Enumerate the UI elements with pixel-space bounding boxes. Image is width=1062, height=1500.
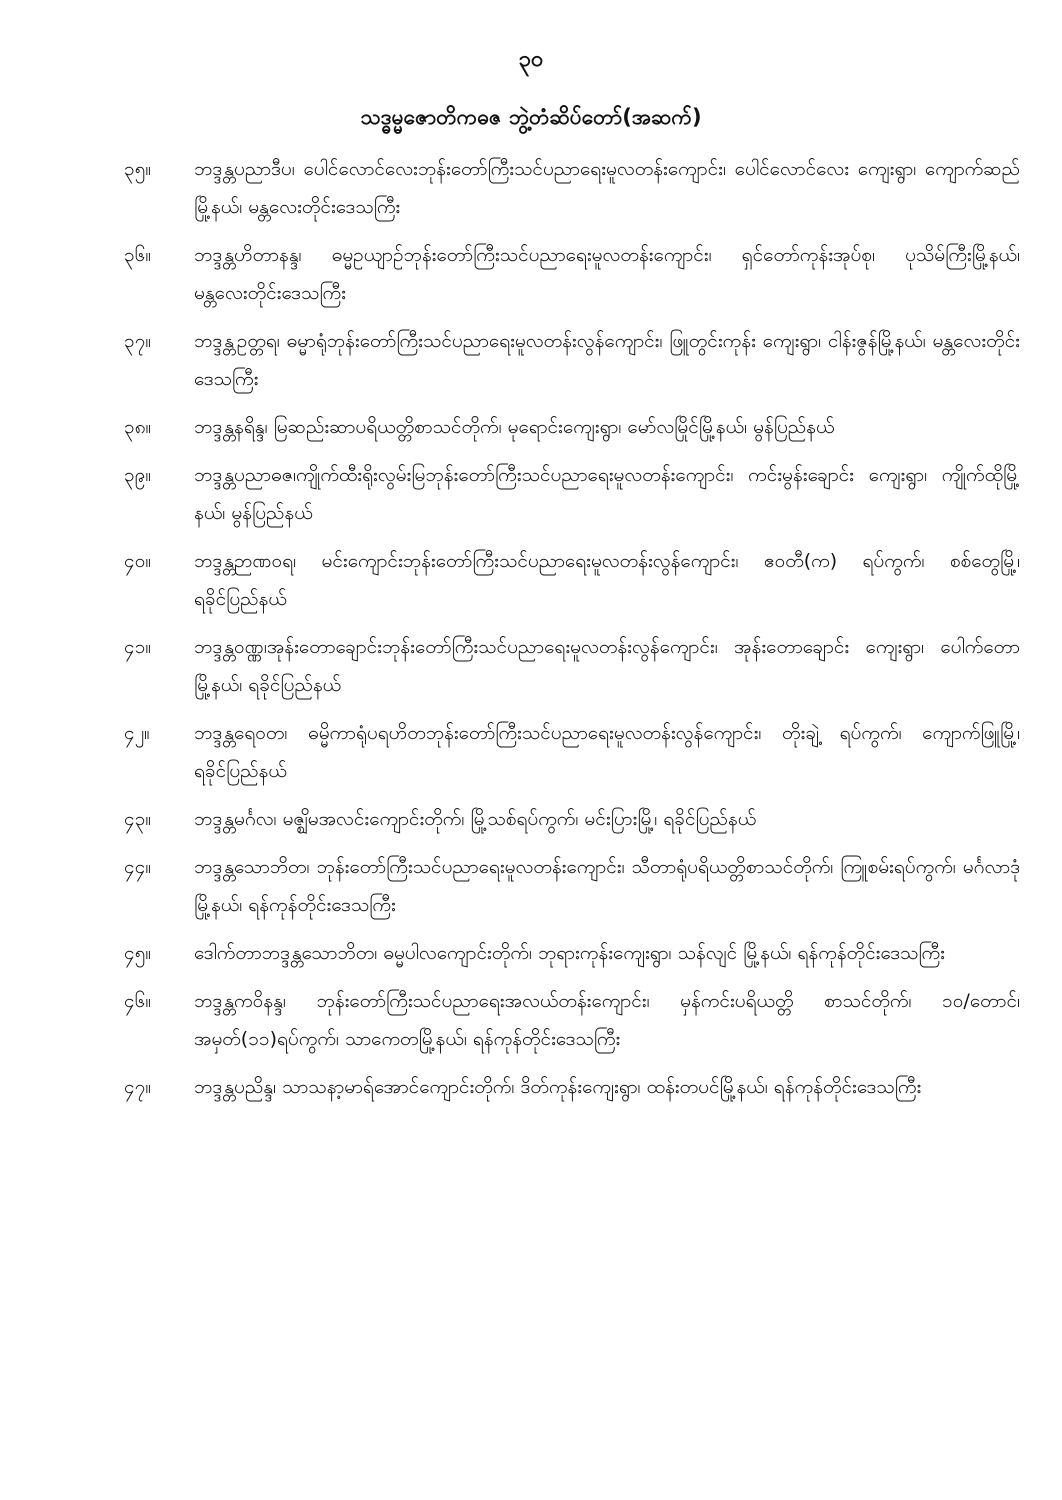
list-item	[124, 800, 1020, 838]
list-item	[124, 1068, 1020, 1106]
entry-text: ဘဒ္ဒန္တနရိန္ဒ၊ မြဆည်းဆာပရိယတ္တိစာသင်တိုက်၊ မုရောင်းကျေးရွာ၊ မော်လမြိုင်မြို့နယ်၊ မွန်ပြည်နယ်	[194, 416, 835, 438]
entry-text: ဘဒ္ဒန္တမင်္ဂလ၊ မဇ္ဈိမအလင်းကျောင်းတိုက်၊ မြို့သစ်ရပ်ကွက်၊ မင်းပြားမြို့၊ ရခိုင်ပြည်နယ်	[194, 808, 757, 830]
list-item	[124, 628, 1020, 704]
entry-number: ၄၃။	[124, 808, 152, 830]
entry-number: ၃၈။	[124, 416, 152, 438]
entry-text: ဘဒ္ဒန္တပညာဒီပ၊ ပေါင်လောင်လေးဘုန်းတော်ကြီးသင်ပညာရေးမူလတန်းကျောင်း၊ ပေါင်လောင်လေး ကျေးရွာ၊ ကျောက်ဆည်မြို့နယ်၊ မန္တလေးတိုင်းဒေသကြီး	[194, 158, 1020, 218]
list-item	[124, 848, 1020, 924]
entry-number: ၄၁။	[124, 636, 152, 658]
entry-text: ဘဒ္ဒန္တဉာဏဝရ၊ မင်းကျောင်းဘုန်းတော်ကြီးသင်ပညာရေးမူလတန်းလွန်ကျောင်း၊ ဧဝတီ(က) ရပ်ကွက်၊ စစ်တွေမြို့၊ ရခိုင်ပြည်နယ်	[194, 550, 1020, 610]
entry-number: ၄၆။	[124, 990, 152, 1012]
list-item	[124, 150, 1020, 226]
list-item	[124, 982, 1020, 1058]
entry-number: ၃၇။	[124, 330, 152, 352]
entry-number: ၄၀။	[124, 550, 152, 572]
list-item	[124, 322, 1020, 398]
entry-text: ဘဒ္ဒန္တသောဘိတ၊ ဘုန်းတော်ကြီးသင်ပညာရေးမူလတန်းကျောင်း၊ သီတာရုံပရိယတ္တိစာသင်တိုက်၊ ကြူစမ်းရပ်ကွက်၊ မင်္ဂလာဒုံမြို့နယ်၊ ရန်ကုန်တိုင်းဒေသကြီး	[194, 856, 1020, 916]
list-item	[124, 714, 1020, 790]
page-number: ၃၀	[518, 47, 544, 72]
list-item	[124, 408, 1020, 446]
entry-number: ၃၆။	[124, 244, 152, 266]
entry-text: ဘဒ္ဒန္တပညာဓဇ၊ကျိုက်ထီးရိုးလွမ်းမြဘုန်းတော်ကြီးသင်ပညာရေးမူလတန်းကျောင်း၊ ကင်းမွန်းချောင်း ကျေးရွာ၊ ကျိုက်ထိုမြို့နယ်၊ မွန်ပြည်နယ်	[194, 464, 1020, 524]
list-item	[124, 934, 1020, 972]
list-item	[124, 236, 1020, 312]
entry-text: ဘဒ္ဒန္တဝဏ္ဏ၊အုန်းတောချောင်းဘုန်းတော်ကြီးသင်ပညာရေးမူလတန်းလွန်ကျောင်း၊ အုန်းတောချောင်း ကျေးရွာ၊ ပေါက်တောမြို့နယ်၊ ရခိုင်ပြည်နယ်	[194, 636, 1020, 696]
section-heading: သဒ္ဓမ္မဇောတိကဓဇ ဘွဲ့တံဆိပ်တော်(အဆက်)	[360, 105, 702, 129]
entry-text: ဘဒ္ဒန္တရေဝတ၊ ဓမ္မိကာရုံပရဟိတဘုန်းတော်ကြီးသင်ပညာရေးမူလတန်းလွန်ကျောင်း၊ တိုးချဲ့ ရပ်ကွက်၊ ကျောက်ဖြူမြို့၊ ရခိုင်ပြည်နယ်	[194, 722, 1020, 782]
entry-text: ဘဒ္ဒန္တဥတ္တရ၊ ဓမ္မာရုံဘုန်းတော်ကြီးသင်ပညာရေးမူလတန်းလွန်ကျောင်း၊ ဖြူတွင်းကုန်း ကျေးရွာ၊ ငါန်းဇွန်မြို့နယ်၊ မန္တလေးတိုင်းဒေသကြီး	[194, 330, 1020, 390]
entry-text: ဘဒ္ဒန္တဟိတာနန္ဒ၊ ဓမ္မဥယျာဉ်ဘုန်းတော်ကြီးသင်ပညာရေးမူလတန်းကျောင်း၊ ရှင်တော်ကုန်းအုပ်စု၊ ပုသိမ်ကြီးမြို့နယ်၊ မန္တလေးတိုင်းဒေသကြီး	[194, 244, 1020, 304]
entry-number: ၄၂။	[124, 722, 150, 744]
list-item	[124, 456, 1020, 532]
entry-text: ဘဒ္ဒန္တကဝိနန္ဒ၊ ဘုန်းတော်ကြီးသင်ပညာရေးအလယ်တန်းကျောင်း၊ မှန်ကင်းပရိယတ္တိ စာသင်တိုက်၊ ၁၀/တောင်၊ အမှတ်(၁၁)ရပ်ကွက်၊ သာကေတမြို့နယ်၊ ရန်ကုန်တိုင်းဒေသကြီး	[194, 990, 1020, 1050]
list-item	[124, 542, 1020, 618]
entry-text: ဘဒ္ဒန္တပညိန္ဒ၊ သာသနာ့မာရ်အောင်ကျောင်းတိုက်၊ ဒိတ်ကုန်းကျေးရွာ၊ ထန်းတပင်မြို့နယ်၊ ရန်ကုန်တိုင်းဒေသကြီး	[194, 1076, 922, 1098]
awardee-list	[124, 150, 1020, 1116]
entry-text: ဒေါက်တာဘဒ္ဒန္တသောဘိတ၊ ဓမ္မပါလကျောင်းတိုက်၊ ဘုရားကုန်းကျေးရွာ၊ သန်လျင် မြို့နယ်၊ ရန်ကုန်တိုင်းဒေသကြီး	[194, 942, 945, 964]
entry-number: ၃၉။	[124, 464, 152, 486]
entry-number: ၄၇။	[124, 1076, 152, 1098]
entry-number: ၃၅။	[124, 158, 152, 180]
entry-number: ၄၅။	[124, 942, 152, 964]
entry-number: ၄၄။	[124, 856, 152, 878]
